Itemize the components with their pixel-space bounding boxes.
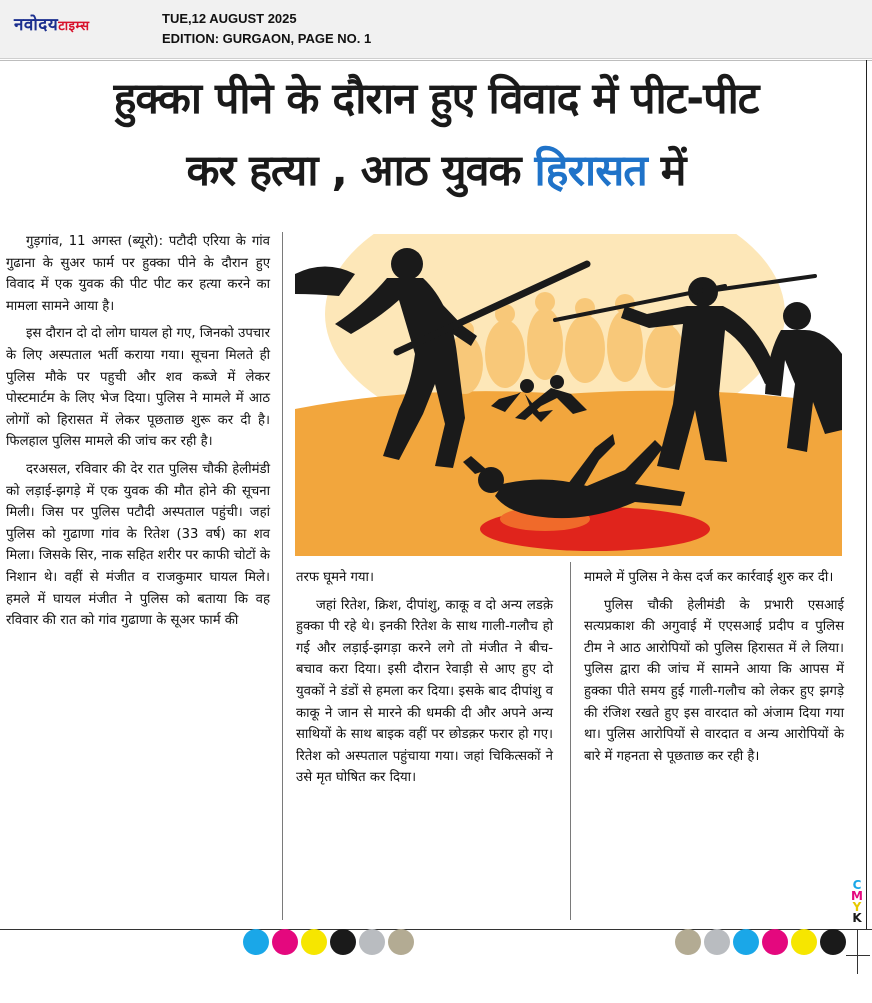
registration-dot (791, 929, 817, 955)
registration-dot (330, 929, 356, 955)
article-paragraph: पुलिस चौकी हेलीमंडी के प्रभारी एसआई सत्यप्रकाश की अगुवाई में एएसआई प्रदीप व पुलिस टीम ने आठ आरोपियों को पुलिस हिरासत में ले लिया। पुलिस द्वारा की जांच में सामने आया कि आपस में हुक्का पीते समय हुई गाली-गलौच को लेकर हुए झगड़े की रंजिश रखते हुए इस वारदात को अंजाम दिया गया था। पुलिस आरोपियों से वारदात व अन्य आरोपियों के बारे में गहनता से पूछताछ कर रही है। (584, 597, 844, 764)
registration-dot (301, 929, 327, 955)
logo-suffix: टाइम्स (58, 19, 90, 34)
headline-line-2-end: में (646, 146, 686, 196)
registration-dot (762, 929, 788, 955)
registration-dot (272, 929, 298, 955)
registration-dot (388, 929, 414, 955)
top-divider (0, 60, 872, 61)
masthead (0, 0, 872, 59)
headline (0, 66, 872, 204)
article-paragraph: मामले में पुलिस ने केस दर्ज कर कार्रवाई शुरु कर दी। (584, 570, 834, 585)
column-rule-2 (570, 562, 571, 920)
cmyk-letter: K (852, 911, 862, 925)
registration-crosshair-horizontal (846, 955, 870, 956)
article-column-1 (6, 231, 270, 632)
registration-crosshair-vertical (857, 930, 858, 974)
column-rule-1 (282, 232, 283, 920)
registration-dot (704, 929, 730, 955)
registration-dot (243, 929, 269, 955)
registration-dot (733, 929, 759, 955)
headline-line-2 (0, 138, 872, 204)
fight-illustration-svg (295, 234, 842, 556)
illustration-fight-silhouettes (295, 234, 842, 556)
cmyk-letter: Y (852, 900, 862, 914)
article-paragraph: दरअसल, रविवार की देर रात पुलिस चौकी हेलीमंडी को लड़ाई-झगड़े में एक युवक की मौत होने की सूचना मिली। जिस पर पुलिस पटौदी अस्पताल पहुंची। जहां पुलिस को गुढाणा गांव के रितेश (33 वर्ष) का शव मिला। जिसके सिर, नाक सहित शरीर पर काफी चोटों के निशान थे। वहीं से मंजीत व राजकुमार घायल मिले। हमले में घायल मंजीत ने पुलिस को बताया कि वह रविवार की रात को गांव गुढाणा के सूअर फार्म की (6, 461, 270, 629)
article-column-2 (296, 567, 553, 789)
article-column-3 (584, 567, 844, 767)
edition-info (162, 9, 371, 49)
article-paragraph: जहां रितेश, क्रिश, दीपांशु, काकू व दो अन्य लडक़े हुक्का पी रहे थे। इनकी रितेश के साथ गाली-गलौच हो गई और लड़ाई-झगड़ा करने लगे तो मंजीत ने बीच-बचाव करा दिया। इसी दौरान रेवाड़ी से आए हुए दो युवकों ने डंडों से हमला कर दिया। इसके बाद दीपांशु व काकू ने जान से मारने की धमकी दी और अपने अन्य साथियों के साथ बाइक वहीं पर छोडक़र फरार हो गए। रितेश को अस्पताल पहुंचाया गया। जहां चिकित्सकों ने उसे मृत घोषित कर दिया। (296, 597, 553, 786)
date-line: TUE,12 AUGUST 2025 (162, 11, 297, 26)
newspaper-logo (14, 12, 90, 35)
article-paragraph: गुड़गांव, 11 अगस्त (ब्यूरो): पटौदी एरिया के गांव गुढाना के सुअर फार्म पर हुक्का पीने के दौरान हुए विवाद में एक युवक की पीट पीट कर हत्या करने का मामला सामने आया है। (6, 234, 270, 314)
headline-line-2-start: कर हत्या , आठ युवक (186, 146, 535, 196)
headline-line-1: हुक्का पीने के दौरान हुए विवाद में पीट-पीट (113, 74, 759, 124)
article-paragraph: इस दौरान दो दो लोग घायल हो गए, जिनको उपचार के लिए अस्पताल भर्ती कराया गया। सूचना मिलते ही पुलिस मौके पर पहुची और शव कब्जे में लेकर पोस्टमार्टम के लिए भेज दिया। पुलिस ने मामले में आठ लोगों को हिरासत में लेकर पूछताछ शुरू कर दी है। फिलहाल पुलिस मामले की जांच कर रही है। (6, 326, 270, 450)
registration-dot (675, 929, 701, 955)
cmyk-marker (848, 880, 866, 924)
logo-name: नवोदय (14, 15, 59, 35)
cmyk-letter: M (851, 889, 863, 903)
article-paragraph: तरफ घूमने गया। (296, 570, 374, 585)
registration-dot (820, 929, 846, 955)
cmyk-letter: C (852, 878, 862, 892)
registration-dot (359, 929, 385, 955)
edition-line: EDITION: GURGAON, PAGE NO. 1 (162, 31, 372, 46)
headline-accent-word: हिरासत (534, 146, 647, 196)
